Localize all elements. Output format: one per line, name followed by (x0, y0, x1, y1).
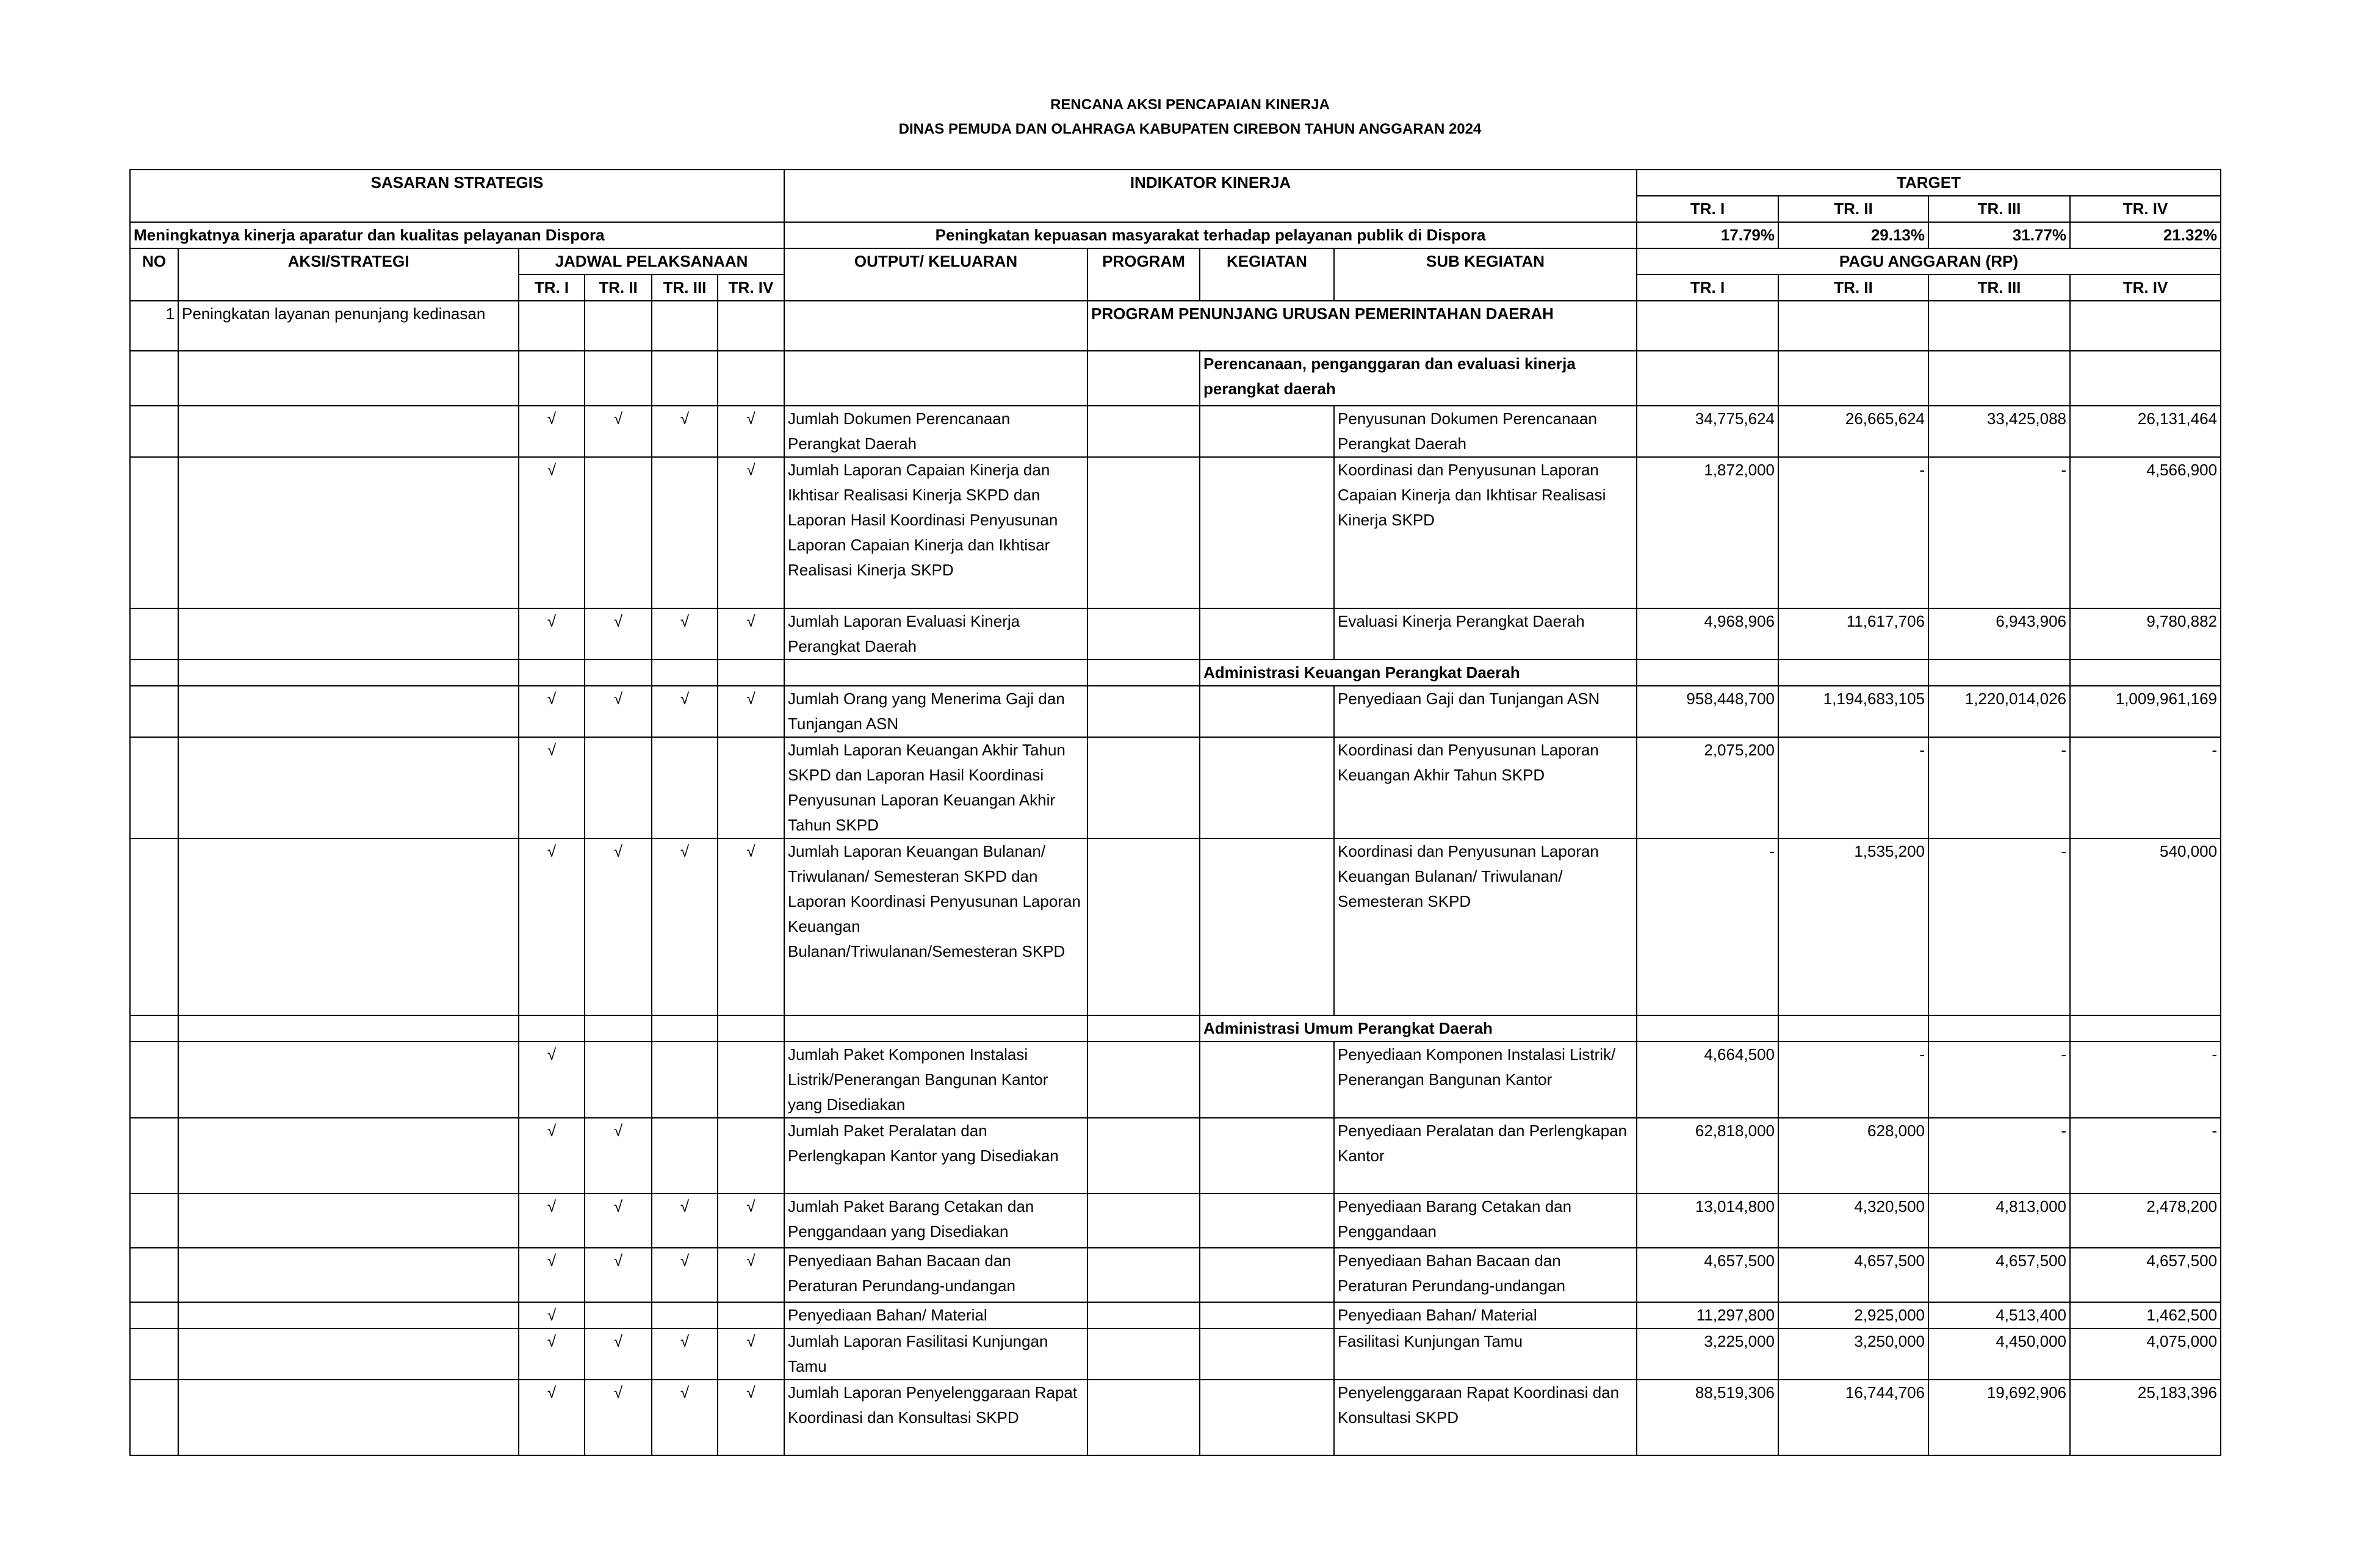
check-mark: √ (519, 1380, 585, 1455)
pagu-tr3: - (1928, 1118, 2070, 1194)
pagu-tr4: 540,000 (2070, 838, 2221, 1015)
check-mark: √ (718, 838, 784, 1015)
table-row (130, 838, 2221, 1015)
pagu-tr1: 62,818,000 (1637, 1118, 1778, 1194)
pagu-tr2: 1,194,683,105 (1778, 686, 1928, 737)
pagu-tr1: 958,448,700 (1637, 686, 1778, 737)
strategy-row (130, 301, 2221, 351)
pagu-tr2: 26,665,624 (1778, 406, 1928, 457)
report-subtitle: DINAS PEMUDA DAN OLAHRAGA KABUPATEN CIREBON TAHUN ANGGARAN 2024 (898, 121, 1482, 137)
pagu-tr1: 88,519,306 (1637, 1380, 1778, 1455)
pagu-tr4: 4,566,900 (2070, 457, 2221, 608)
pagu-tr2: 16,744,706 (1778, 1380, 1928, 1455)
kegiatan-row (130, 660, 2221, 686)
pagu-tr1: 2,075,200 (1637, 737, 1778, 838)
pagu-tr2: 1,535,200 (1778, 838, 1928, 1015)
header-target: TARGET (1637, 170, 2221, 196)
sub-kegiatan-cell: Penyelenggaraan Rapat Koordinasi dan Konsultasi SKPD (1334, 1380, 1637, 1455)
header-indikator-kinerja: INDIKATOR KINERJA (784, 170, 1637, 222)
sub-kegiatan-cell: Penyediaan Bahan/ Material (1334, 1302, 1637, 1328)
pagu-tr4: 26,131,464 (2070, 406, 2221, 457)
check-mark: √ (519, 737, 585, 838)
output-cell: Penyediaan Bahan/ Material (784, 1302, 1087, 1328)
header-pagu-tr2: TR. II (1778, 275, 1928, 301)
table-row (130, 686, 2221, 737)
check-mark: √ (519, 1248, 585, 1302)
header-jadwal-tr2: TR. II (585, 275, 652, 301)
table-row (130, 1380, 2221, 1455)
check-mark: √ (585, 608, 652, 660)
program-text: PROGRAM PENUNJANG URUSAN PEMERINTAHAN DAERAH (1087, 301, 1637, 351)
pagu-tr4: 4,075,000 (2070, 1328, 2221, 1380)
table-row (130, 406, 2221, 457)
pagu-tr2: 2,925,000 (1778, 1302, 1928, 1328)
output-cell: Jumlah Laporan Capaian Kinerja dan Ikhtisar Realisasi Kinerja SKPD dan Laporan Hasil Koordinasi Penyusunan Laporan Capaian Kinerja dan Ikhtisar Realisasi Kinerja SKPD (784, 457, 1087, 608)
kegiatan-text: Perencanaan, penganggaran dan evaluasi kinerja perangkat daerah (1200, 351, 1637, 406)
pagu-tr4: - (2070, 1118, 2221, 1194)
check-mark: √ (718, 1248, 784, 1302)
table-row (130, 1042, 2221, 1118)
header-pagu: PAGU ANGGARAN (RP) (1637, 248, 2221, 275)
pagu-tr2: 3,250,000 (1778, 1328, 1928, 1380)
check-mark: √ (718, 1194, 784, 1248)
sub-kegiatan-cell: Penyediaan Barang Cetakan dan Penggandaan (1334, 1194, 1637, 1248)
strategy-no: 1 (130, 301, 178, 351)
header-output: OUTPUT/ KELUARAN (784, 248, 1087, 301)
check-mark: √ (718, 686, 784, 737)
pagu-tr1: 4,664,500 (1637, 1042, 1778, 1118)
strategy-text: Peningkatan layanan penunjang kedinasan (178, 301, 519, 351)
output-cell: Jumlah Orang yang Menerima Gaji dan Tunjangan ASN (784, 686, 1087, 737)
sub-kegiatan-cell: Penyediaan Komponen Instalasi Listrik/ Penerangan Bangunan Kantor (1334, 1042, 1637, 1118)
pagu-tr4: - (2070, 737, 2221, 838)
check-mark: √ (652, 406, 718, 457)
check-mark: √ (519, 1328, 585, 1380)
header-target-tr3: TR. III (1928, 196, 2070, 222)
header-target-tr1: TR. I (1637, 196, 1778, 222)
pagu-tr3: 6,943,906 (1928, 608, 2070, 660)
output-cell: Jumlah Laporan Evaluasi Kinerja Perangkat Daerah (784, 608, 1087, 660)
sub-kegiatan-cell: Koordinasi dan Penyusunan Laporan Keuangan Akhir Tahun SKPD (1334, 737, 1637, 838)
pagu-tr3: - (1928, 457, 2070, 608)
header-jadwal-tr1: TR. I (519, 275, 585, 301)
table-row (130, 1328, 2221, 1380)
sub-kegiatan-cell: Penyusunan Dokumen Perencanaan Perangkat Daerah (1334, 406, 1637, 457)
target-tr1-value: 17.79% (1637, 222, 1778, 248)
sub-kegiatan-cell: Penyediaan Peralatan dan Perlengkapan Kantor (1334, 1118, 1637, 1194)
header-jadwal-tr4: TR. IV (718, 275, 784, 301)
pagu-tr1: 1,872,000 (1637, 457, 1778, 608)
header-pagu-tr4: TR. IV (2070, 275, 2221, 301)
output-cell: Jumlah Laporan Keuangan Akhir Tahun SKPD dan Laporan Hasil Koordinasi Penyusunan Laporan Keuangan Akhir Tahun SKPD (784, 737, 1087, 838)
check-mark: √ (652, 1194, 718, 1248)
pagu-tr4: 4,657,500 (2070, 1248, 2221, 1302)
output-cell: Jumlah Laporan Keuangan Bulanan/ Triwulanan/ Semesteran SKPD dan Laporan Koordinasi Penyusunan Laporan Keuangan Bulanan/Triwulanan/Semesteran SKPD (784, 838, 1087, 1015)
pagu-tr2: 4,657,500 (1778, 1248, 1928, 1302)
indikator-text: Peningkatan kepuasan masyarakat terhadap pelayanan publik di Dispora (784, 222, 1637, 248)
pagu-tr1: 34,775,624 (1637, 406, 1778, 457)
pagu-tr2: - (1778, 1042, 1928, 1118)
sub-kegiatan-cell: Koordinasi dan Penyusunan Laporan Keuangan Bulanan/ Triwulanan/ Semesteran SKPD (1334, 838, 1637, 1015)
check-mark: √ (585, 406, 652, 457)
pagu-tr1: - (1637, 838, 1778, 1015)
pagu-tr4: - (2070, 1042, 2221, 1118)
pagu-tr3: 4,513,400 (1928, 1302, 2070, 1328)
output-cell: Jumlah Paket Barang Cetakan dan Penggandaan yang Disediakan (784, 1194, 1087, 1248)
pagu-tr3: 19,692,906 (1928, 1380, 2070, 1455)
kegiatan-row (130, 1015, 2221, 1042)
kegiatan-text: Administrasi Umum Perangkat Daerah (1200, 1015, 1637, 1042)
check-mark: √ (519, 457, 585, 608)
sub-kegiatan-cell: Penyediaan Bahan Bacaan dan Peraturan Perundang-undangan (1334, 1248, 1637, 1302)
pagu-tr1: 3,225,000 (1637, 1328, 1778, 1380)
check-mark: √ (519, 1302, 585, 1328)
header-target-tr2: TR. II (1778, 196, 1928, 222)
output-cell: Jumlah Laporan Penyelenggaraan Rapat Koordinasi dan Konsultasi SKPD (784, 1380, 1087, 1455)
header-program: PROGRAM (1087, 248, 1200, 301)
kegiatan-row (130, 351, 2221, 406)
pagu-tr3: - (1928, 1042, 2070, 1118)
check-mark: √ (585, 686, 652, 737)
pagu-tr4: 1,462,500 (2070, 1302, 2221, 1328)
header-target-tr4: TR. IV (2070, 196, 2221, 222)
sub-kegiatan-cell: Penyediaan Gaji dan Tunjangan ASN (1334, 686, 1637, 737)
table-row (130, 1118, 2221, 1194)
pagu-tr1: 11,297,800 (1637, 1302, 1778, 1328)
pagu-tr3: - (1928, 737, 2070, 838)
header-pagu-tr1: TR. I (1637, 275, 1778, 301)
check-mark: √ (652, 1328, 718, 1380)
pagu-tr3: 33,425,088 (1928, 406, 2070, 457)
check-mark: √ (519, 1042, 585, 1118)
pagu-tr3: 4,450,000 (1928, 1328, 2070, 1380)
pagu-tr2: 628,000 (1778, 1118, 1928, 1194)
pagu-tr2: - (1778, 457, 1928, 608)
action-plan-table (129, 169, 2221, 1456)
check-mark: √ (718, 406, 784, 457)
table-row (130, 608, 2221, 660)
check-mark: √ (519, 1118, 585, 1194)
pagu-tr1: 4,968,906 (1637, 608, 1778, 660)
sasaran-text: Meningkatnya kinerja aparatur dan kualitas pelayanan Dispora (130, 222, 784, 248)
table-row (130, 1302, 2221, 1328)
output-cell: Jumlah Paket Komponen Instalasi Listrik/Penerangan Bangunan Kantor yang Disediakan (784, 1042, 1087, 1118)
check-mark: √ (519, 608, 585, 660)
check-mark: √ (718, 608, 784, 660)
target-tr2-value: 29.13% (1778, 222, 1928, 248)
header-aksi-strategi: AKSI/STRATEGI (178, 248, 519, 301)
table-row (130, 737, 2221, 838)
check-mark: √ (585, 1194, 652, 1248)
check-mark: √ (585, 1380, 652, 1455)
check-mark: √ (585, 1328, 652, 1380)
sub-kegiatan-cell: Evaluasi Kinerja Perangkat Daerah (1334, 608, 1637, 660)
output-cell: Jumlah Laporan Fasilitasi Kunjungan Tamu (784, 1328, 1087, 1380)
kegiatan-text: Administrasi Keuangan Perangkat Daerah (1200, 660, 1637, 686)
report-title: RENCANA AKSI PENCAPAIAN KINERJA (1050, 96, 1330, 113)
pagu-tr3: 4,813,000 (1928, 1194, 2070, 1248)
check-mark: √ (718, 1328, 784, 1380)
sub-kegiatan-cell: Fasilitasi Kunjungan Tamu (1334, 1328, 1637, 1380)
check-mark: √ (519, 406, 585, 457)
check-mark: √ (652, 1248, 718, 1302)
pagu-tr1: 4,657,500 (1637, 1248, 1778, 1302)
check-mark: √ (652, 686, 718, 737)
check-mark: √ (652, 608, 718, 660)
pagu-tr3: 1,220,014,026 (1928, 686, 2070, 737)
pagu-tr3: - (1928, 838, 2070, 1015)
table-row (130, 1248, 2221, 1302)
output-cell: Jumlah Dokumen Perencanaan Perangkat Daerah (784, 406, 1087, 457)
target-tr4-value: 21.32% (2070, 222, 2221, 248)
check-mark: √ (718, 457, 784, 608)
header-no: NO (130, 248, 178, 301)
sub-kegiatan-cell: Koordinasi dan Penyusunan Laporan Capaian Kinerja dan Ikhtisar Realisasi Kinerja SKPD (1334, 457, 1637, 608)
table-row (130, 1194, 2221, 1248)
pagu-tr2: - (1778, 737, 1928, 838)
pagu-tr4: 1,009,961,169 (2070, 686, 2221, 737)
output-cell: Jumlah Paket Peralatan dan Perlengkapan Kantor yang Disediakan (784, 1118, 1087, 1194)
check-mark: √ (519, 1194, 585, 1248)
pagu-tr4: 25,183,396 (2070, 1380, 2221, 1455)
header-sasaran-strategis: SASARAN STRATEGIS (130, 170, 784, 222)
check-mark: √ (585, 1248, 652, 1302)
pagu-tr2: 4,320,500 (1778, 1194, 1928, 1248)
table-row (130, 457, 2221, 608)
pagu-tr3: 4,657,500 (1928, 1248, 2070, 1302)
target-tr3-value: 31.77% (1928, 222, 2070, 248)
pagu-tr4: 9,780,882 (2070, 608, 2221, 660)
output-cell: Penyediaan Bahan Bacaan dan Peraturan Perundang-undangan (784, 1248, 1087, 1302)
check-mark: √ (652, 838, 718, 1015)
pagu-tr4: 2,478,200 (2070, 1194, 2221, 1248)
header-jadwal: JADWAL PELAKSANAAN (519, 248, 784, 275)
check-mark: √ (585, 838, 652, 1015)
check-mark: √ (519, 838, 585, 1015)
header-sub-kegiatan: SUB KEGIATAN (1334, 248, 1637, 301)
header-jadwal-tr3: TR. III (652, 275, 718, 301)
check-mark: √ (519, 686, 585, 737)
pagu-tr1: 13,014,800 (1637, 1194, 1778, 1248)
check-mark: √ (718, 1380, 784, 1455)
header-kegiatan: KEGIATAN (1200, 248, 1334, 301)
pagu-tr2: 11,617,706 (1778, 608, 1928, 660)
check-mark: √ (652, 1380, 718, 1455)
header-pagu-tr3: TR. III (1928, 275, 2070, 301)
check-mark: √ (585, 1118, 652, 1194)
